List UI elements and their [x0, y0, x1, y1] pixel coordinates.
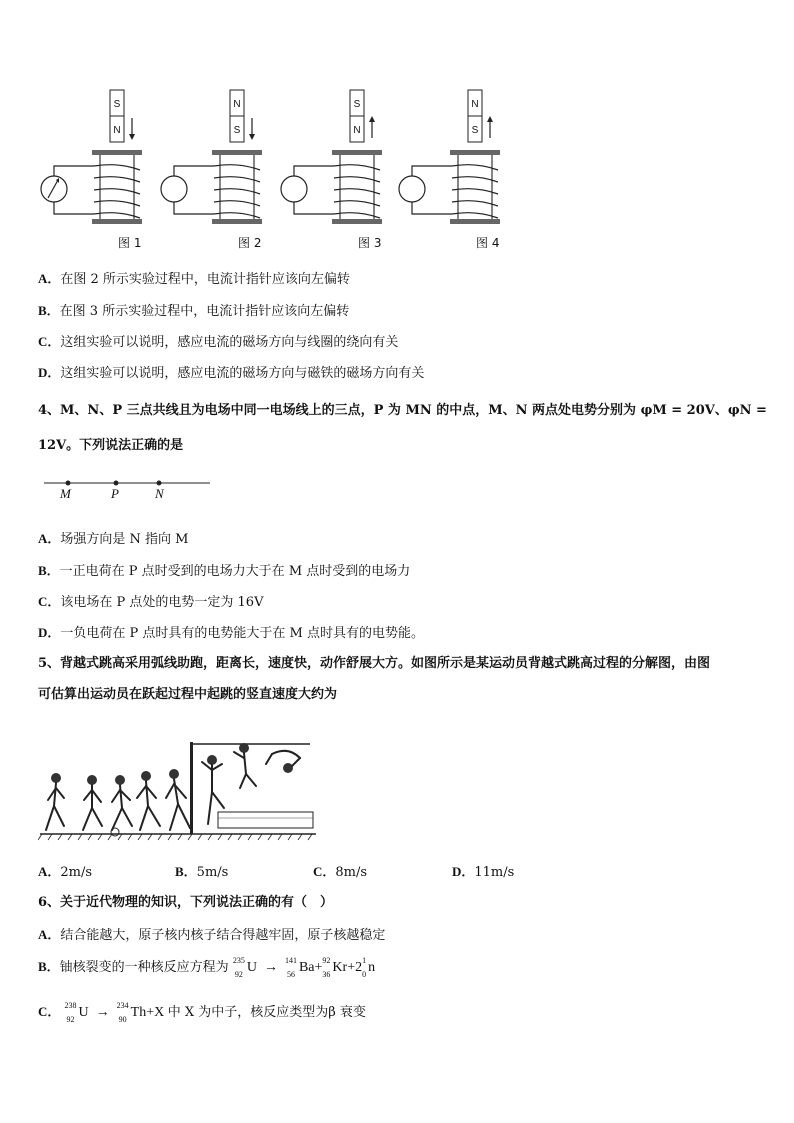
- figure-caption-2: 图 2: [238, 236, 262, 250]
- magnet-top-pole: S: [113, 99, 121, 110]
- q5-option-c: C．8m/s: [313, 864, 368, 880]
- magnet-bottom-pole: N: [353, 125, 361, 136]
- q4-option-a: A．场强方向是 N 指向 M: [38, 531, 189, 547]
- magnet-top-pole: S: [353, 99, 361, 110]
- magnet-top-pole: N: [233, 99, 241, 110]
- point-label-n: N: [155, 486, 164, 501]
- point-label-p: P: [111, 486, 119, 501]
- figure-caption-4: 图 4: [476, 236, 500, 250]
- induction-figure-4: [399, 90, 500, 224]
- q4-option-b: B．一正电荷在 P 点时受到的电场力大于在 M 点时受到的电场力: [38, 563, 411, 579]
- point-label-m: M: [60, 486, 71, 501]
- q6-option-a: A．结合能越大，原子核内核子结合得越牢固，原子核越稳定: [38, 927, 386, 943]
- figure-caption-1: 图 1: [118, 236, 142, 250]
- q3-option-b: B．在图 3 所示实验过程中，电流计指针应该向左偏转: [38, 303, 350, 319]
- q5-stem-line1: 5、背越式跳高采用弧线助跑，距离长，速度快，动作舒展大方。如图所示是某运动员背越式跳高过程的分解图，由图: [38, 656, 711, 671]
- figure-caption-3: 图 3: [358, 236, 382, 250]
- q4-stem-line2: 12V。下列说法正确的是: [38, 438, 184, 453]
- q5-option-b: B．5m/s: [175, 864, 229, 880]
- induction-figure-3: [281, 90, 382, 224]
- q5-option-d: D．11m/s: [452, 864, 515, 880]
- q6-option-c: C． 238 92 U → 234 90 Th+X 中 X 为中子，核反应类型为β 衰变: [38, 1000, 366, 1024]
- magnet-bottom-pole: S: [233, 125, 241, 136]
- induction-figure-1: [41, 90, 142, 224]
- q3-option-d: D．这组实验可以说明，感应电流的磁场方向与磁铁的磁场方向有关: [38, 365, 425, 381]
- fission-equation: 235 92 U → 141 56 Ba+ 92 36 Kr+2 1 0 n: [232, 955, 376, 979]
- magnet-bottom-pole: N: [113, 125, 121, 136]
- q4-option-c: C．该电场在 P 点处的电势一定为 16V: [38, 594, 264, 610]
- q3-option-c: C．这组实验可以说明，感应电流的磁场方向与线圈的绕向有关: [38, 334, 399, 350]
- magnet-top-pole: N: [471, 99, 479, 110]
- q5-stem-line2: 可估算出运动员在跃起过程中起跳的竖直速度大约为: [38, 687, 338, 702]
- q5-option-a: A．2m/s: [38, 864, 93, 880]
- q6-stem: 6、关于近代物理的知识，下列说法正确的有（ ）: [38, 895, 334, 910]
- q6-option-b: B．铀核裂变的一种核反应方程为 235 92 U → 141 56 Ba+ 92 36 Kr+2 1 0 n: [38, 955, 376, 979]
- decay-equation: 238 92 U → 234 90 Th+X: [64, 1000, 168, 1024]
- q3-option-a: A．在图 2 所示实验过程中，电流计指针应该向左偏转: [38, 271, 350, 287]
- q3-figures: [0, 80, 794, 255]
- q4-option-d: D．一负电荷在 P 点时具有的电势能大于在 M 点时具有的电势能。: [38, 625, 424, 641]
- magnet-bottom-pole: S: [471, 125, 479, 136]
- induction-figure-2: [161, 90, 262, 224]
- q4-stem-line1: 4、M、N、P 三点共线且为电场中同一电场线上的三点，P 为 MN 的中点，M、N 两点处电势分别为 φM = 20V、φN =: [38, 403, 767, 418]
- high-jump-sequence-image: [38, 730, 323, 845]
